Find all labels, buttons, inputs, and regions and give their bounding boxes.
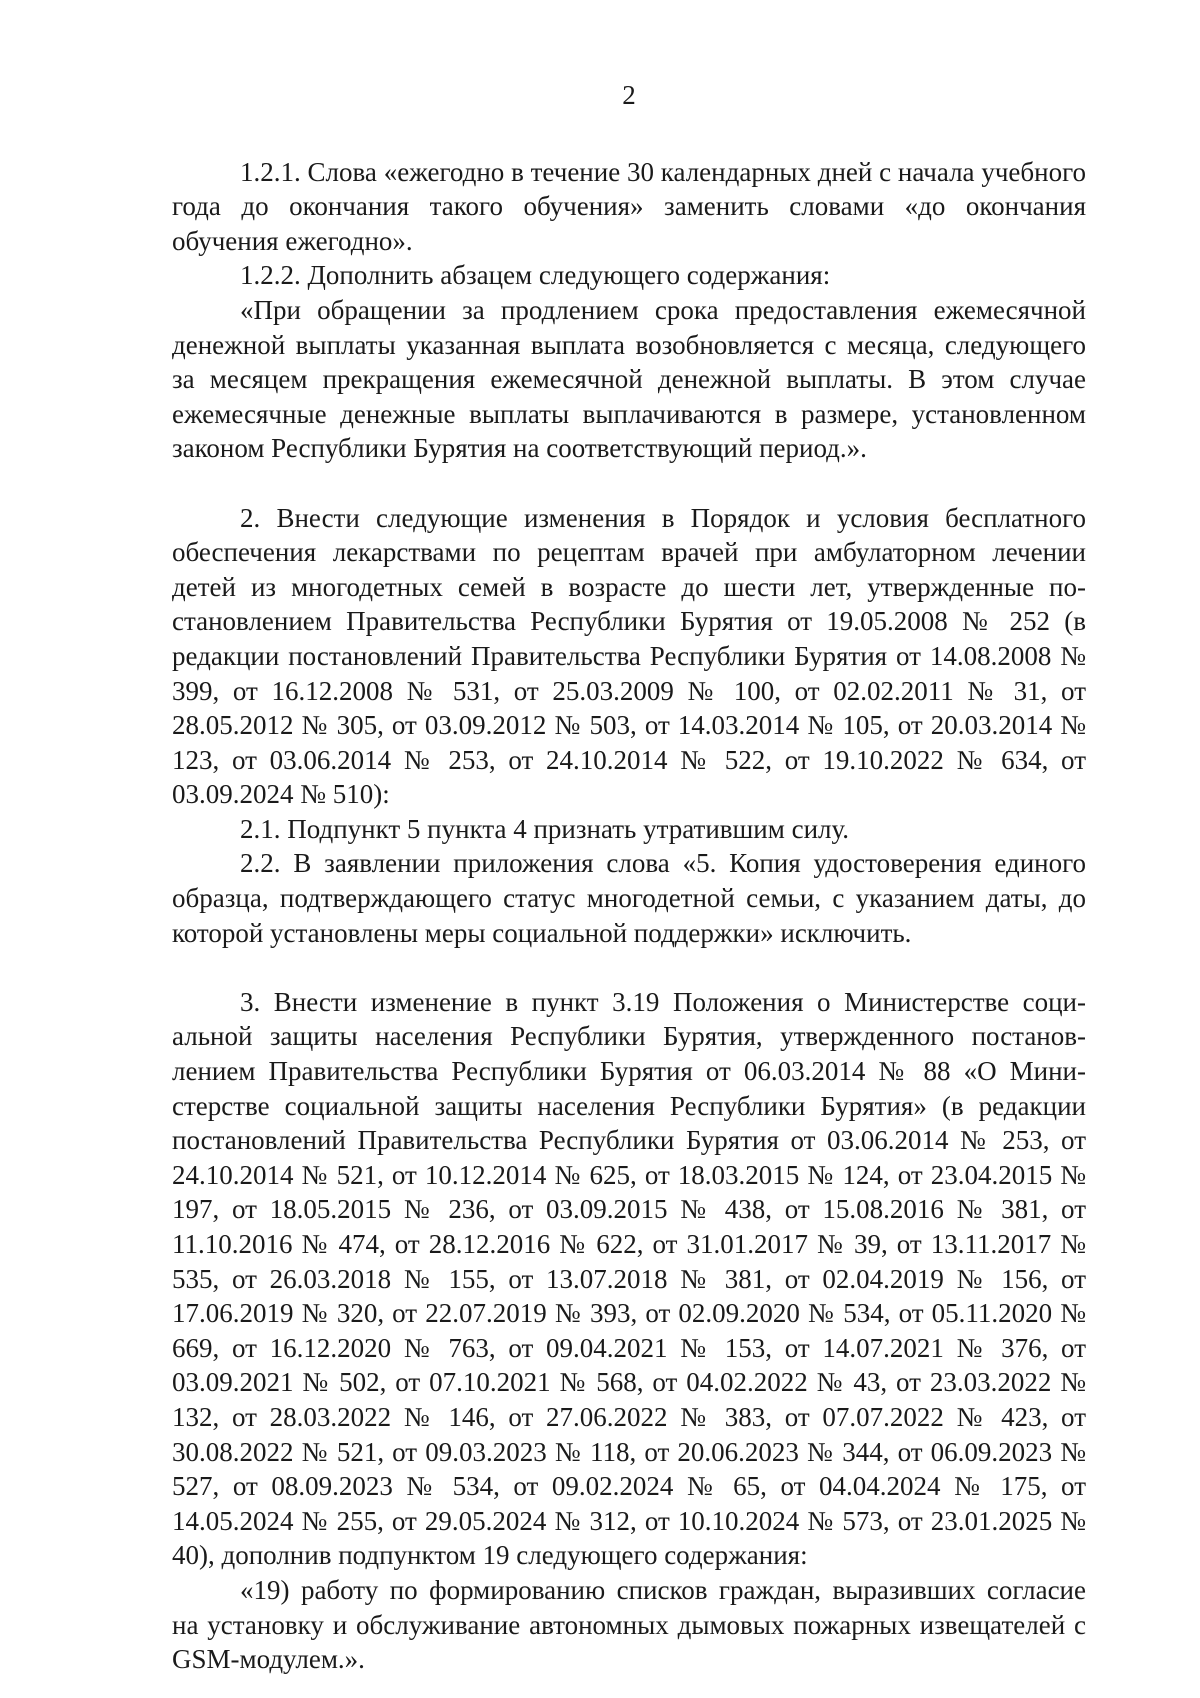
paragraph-2-2: 2.2. В заявлении приложения слова «5. Копия удостоверения единого образца, подтверждающего статус многодетной семьи, с указанием даты, до которой установлены меры социальной поддержки» исключить. bbox=[172, 848, 1086, 948]
paragraph-2-1: 2.1. Подпункт 5 пункта 4 признать утратившим силу. bbox=[240, 813, 850, 844]
paragraph-2: 2. Внести следующие изменения в Порядок и условия бесплатного обеспечения лекарствами по рецептам врачей при амбулаторном лечении детей из многодетных семей в возрасте до шести лет, утвержденные постановлением Правительства Республики Бурятия от 19.05.2008 № 252 (в редакции постановлений Правительства Республики Бурятия от 14.08.2008 № 399, от 16.12.2008 № 531, от 25.03.2009 № 100, от 02.02.2011 № 31, от 28.05.2012 № 305, от 03.09.2012 № 503, от 14.03.2014 № 105, от 20.03.2014 № 123, от 03.06.2014 № 253, от 24.10.2014 № 522, от 19.10.2022 № 634, от 03.09.2024 № 510): bbox=[172, 502, 1086, 810]
page-number: 2 bbox=[622, 80, 636, 110]
paragraph-quote-19: «19) работу по формированию списков граждан, выразивших согласие на установку и обслуживание автономных дымовых пожарных извещателей с GSM-модулем.». bbox=[172, 1574, 1086, 1675]
document-page bbox=[172, 78, 1086, 1677]
paragraph-1-2-2: 1.2.2. Дополнить абзацем следующего содержания: bbox=[240, 260, 831, 291]
paragraph-3: 3. Внести изменение в пункт 3.19 Положения о Министерстве социальной защиты населения Республики Бурятия, утвержденного постановлением Правительства Республики Бурятия от 06.03.2014 № 88 «О Министерстве социальной защиты населения Республики Бурятия» (в редакции постановлений Правительства Республики Бурятия от 03.06.2014 № 253, от 24.10.2014 № 521, от 10.12.2014 № 625, от 18.03.2015 № 124, от 23.04.2015 № 197, от 18.05.2015 № 236, от 03.09.2015 № 438, от 15.08.2016 № 381, от 11.10.2016 № 474, от 28.12.2016 № 622, от 31.01.2017 № 39, от 13.11.2017 № 535, от 26.03.2018 № 155, от 13.07.2018 № 381, от 02.04.2019 № 156, от 17.06.2019 № 320, от 22.07.2019 № 393, от 02.09.2020 № 534, от 05.11.2020 № 669, от 16.12.2020 № 763, от 09.04.2021 № 153, от 14.07.2021 № 376, от 03.09.2021 № 502, от 07.10.2021 № 568, от 04.02.2022 № 43, от 23.03.2022 № 132, от 28.03.2022 № 146, от 27.06.2022 № 383, от 07.07.2022 № 423, от 30.08.2022 № 521, от 09.03.2023 № 118, от 20.06.2023 № 344, от 06.09.2023 № 527, от 08.09.2023 № 534, от 09.02.2024 № 65, от 04.04.2024 № 175, от 14.05.2024 № 255, от 29.05.2024 № 312, от 10.10.2024 № 573, от 23.01.2025 № 40), дополнив подпунктом 19 следующего содержания: bbox=[172, 986, 1086, 1571]
paragraph-1-2-1: 1.2.1. Слова «ежегодно в течение 30 календарных дней с начала учебного года до окончания такого обучения» заменить словами «до окончания обучения ежегодно». bbox=[172, 156, 1086, 256]
paragraph-quote-extension: «При обращении за продлением срока предоставления ежемесячной денежной выплаты указанная выплата возобновляется с месяца, следующего за месяцем прекращения ежемесячной денежной выплаты. В этом случае ежемесячные денежные выплаты выплачиваются в размере, установленном законом Республики Бурятия на соответствующий период.». bbox=[172, 294, 1086, 464]
